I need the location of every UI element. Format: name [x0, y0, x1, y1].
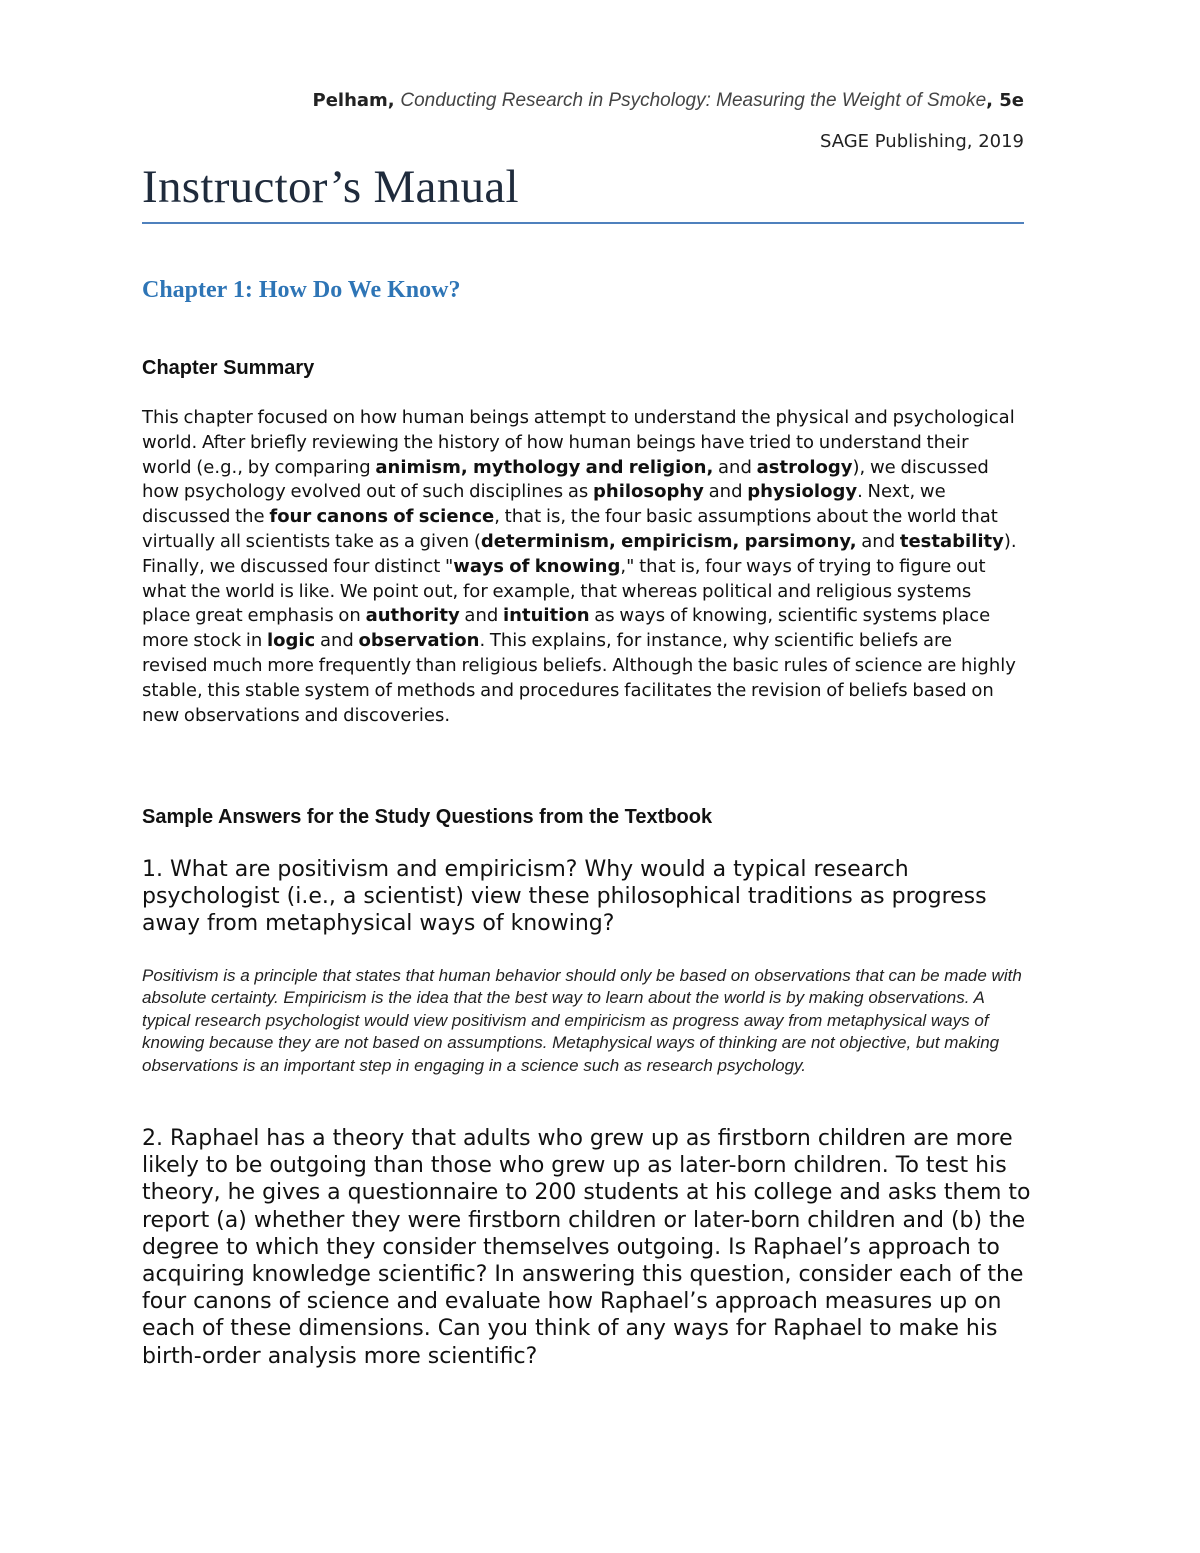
key-term: four canons of science [269, 506, 495, 528]
summary-text: ), we discussed how psychology evolved out of such disciplines as [142, 456, 989, 503]
summary-text: . This explains, for instance, why scientific beliefs are revised much more frequently than religious beliefs. Although the basic rules of science are highly stable, this stable system of methods and procedures facilitates the revision of beliefs based on new observations and discoveries. [142, 630, 1016, 726]
key-term: ways of knowing [453, 555, 621, 577]
summary-text: and [713, 456, 757, 478]
header-book-title: Conducting Research in Psychology: Measuring the Weight of Smoke [400, 90, 987, 111]
title-divider [142, 222, 1024, 224]
key-term: logic [266, 630, 316, 652]
summary-text: . Next, we discussed the [142, 481, 946, 528]
header-publisher: SAGE Publishing, 2019 [819, 131, 1024, 152]
summary-heading: Chapter Summary [142, 357, 315, 379]
key-term: determinism, empiricism, parsimony, [480, 530, 857, 552]
summary-text: and [315, 630, 359, 652]
key-term: testability [899, 530, 1004, 552]
summary-text: ). Finally, we discussed four distinct " [142, 530, 1017, 577]
summary-text: and [459, 605, 504, 627]
summary-text: as ways of knowing, scientific systems place more stock in [142, 605, 991, 652]
question-1: 1. What are positivism and empiricism? Why would a typical research psychologist (i.e., a scientist) view these philosophical traditions as progress away from metaphysical ways of knowing? [142, 857, 987, 937]
key-term: authority [365, 605, 460, 627]
summary-text: and [856, 530, 900, 552]
study-questions-heading: Sample Answers for the Study Questions from the Textbook [142, 806, 713, 828]
summary-paragraph [142, 406, 1022, 728]
answer-1: Positivism is a principle that states that human behavior should only be based on observations that can be made with absolute certainty. Empiricism is the idea that the best way to learn about the world is by making observations. A typical research psychologist would view positivism and empiricism as progress away from metaphysical ways of knowing because they are not based on assumptions. Metaphysical ways of thinking are not objective, but making observations is an important step in engaging in a science such as research psychology. [142, 966, 1022, 1075]
key-term: astrology [756, 456, 853, 478]
document-title: Instructor’s Manual [142, 161, 519, 213]
key-term: observation [358, 630, 480, 652]
key-term: intuition [503, 605, 590, 627]
summary-text: and [703, 481, 748, 503]
key-term: physiology [747, 481, 858, 503]
question-2: 2. Raphael has a theory that adults who grew up as firstborn children are more likely to be outgoing than those who grew up as later-born children. To test his theory, he gives a questionnaire to 200 students at his college and asks them to report (a) whether they were firstborn children or later-born children and (b) the degree to which they consider themselves outgoing. Is Raphael’s approach to acquiring knowledge scientific? In answering this question, consider each of the four canons of science and evaluate how Raphael’s approach measures up on each of these dimensions. Can you think of any ways for Raphael to make his birth-order analysis more scientific? [142, 1126, 1031, 1369]
key-term: philosophy [593, 481, 704, 503]
summary-text: ," that is, four ways of trying to figure out what the world is like. We point out, for example, that whereas political and religious systems place great emphasis on [142, 555, 986, 627]
key-term: animism, mythology and religion, [375, 456, 714, 478]
header-edition: , 5e [986, 90, 1024, 111]
summary-text: This chapter focused on how human beings attempt to understand the physical and psychological world. After briefly reviewing the history of how human beings have tried to understand their world (e.g., by comparing [142, 407, 1015, 478]
running-header-citation [313, 90, 1025, 112]
header-author: Pelham, [312, 90, 395, 111]
summary-text: , that is, the four basic assumptions about the world that virtually all scientists take as a given ( [142, 506, 998, 552]
chapter-heading: Chapter 1: How Do We Know? [142, 277, 461, 303]
